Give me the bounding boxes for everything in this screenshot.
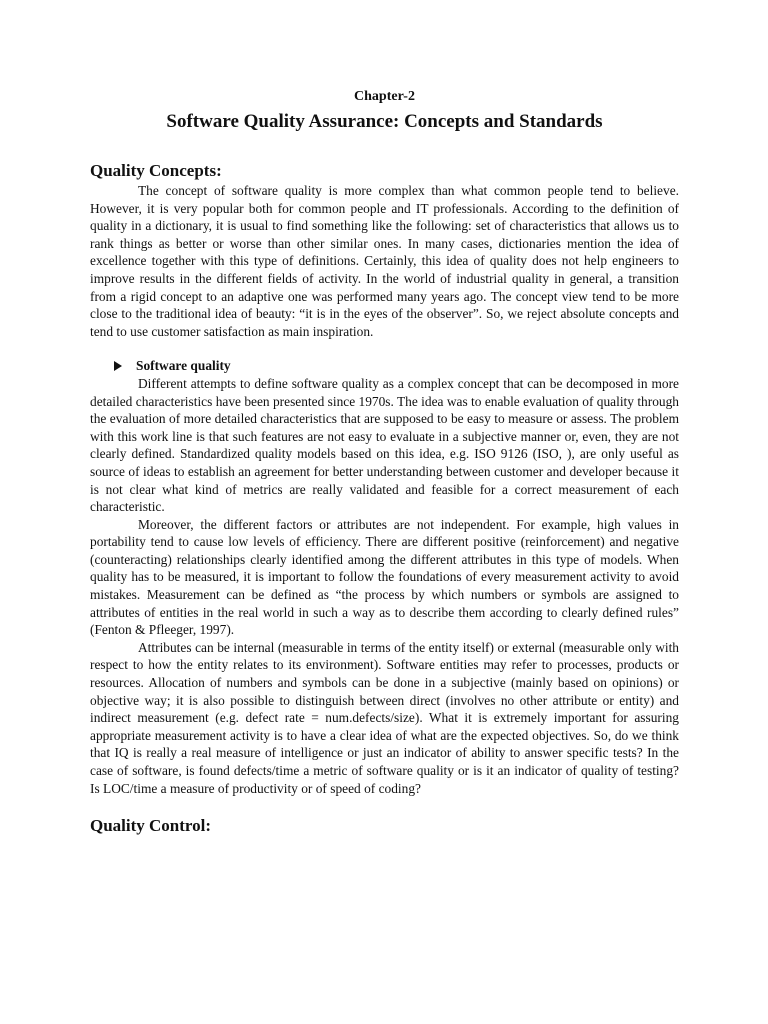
quality-concepts-heading: Quality Concepts: bbox=[90, 161, 222, 180]
quality-control-heading: Quality Control: bbox=[90, 816, 212, 836]
section-spacer bbox=[90, 340, 679, 357]
quality-concepts-paragraph: The concept of software quality is more complex than what common people tend to believe. However, it is very popular both for common people and IT professionals. According to the definition of quality in a dictionary, it is usual to find something like the following: set of characteristics that allows us to rank things as better or worse than other similar ones. In many cases, dictionaries mention the idea of excellence together with this type of definitions. Certainly, this idea of quality does not help engineers to improve results in the different fields of activity. In the world of industrial quality in general, a transition from a rigid concept to an adaptive one was performed many years ago. The concept view tend to be more close to the traditional idea of beauty: “it is in the eyes of the observer”. So, we reject absolute concepts and tend to use customer satisfaction as main inspiration. bbox=[90, 183, 679, 339]
document-title: Software Quality Assurance: Concepts and Standards bbox=[166, 111, 603, 132]
software-quality-paragraph-2: Moreover, the different factors or attributes are not independent. For example, high values in portability tend to cause low levels of efficiency. There are different positive (reinforcement) and negative (counteracting) relationships clearly identified among the different attributes in this type of models. When quality has to be measured, it is important to follow the foundations of every measurement activity to avoid mistakes. Measurement can be defined as “the process by which numbers or symbols are assigned to attributes of entities in the real world in such a way as to describe them according to clearly defined rules” (Fenton & Pfleeger, 1997). bbox=[90, 516, 679, 638]
software-quality-bullet bbox=[114, 357, 679, 375]
chapter-label: Chapter-2 bbox=[354, 89, 415, 104]
arrow-bullet-icon bbox=[114, 361, 122, 371]
software-quality-label: Software quality bbox=[136, 358, 231, 374]
document-page bbox=[90, 88, 679, 837]
software-quality-paragraph-3: Attributes can be internal (measurable in terms of the entity itself) or external (measurable only with respect to how the entity relates to its environment). Software entities may refer to processes, products or resources. Allocation of numbers and symbols can be done in a subjective (mainly based on opinions) or objective way; it is also possible to distinguish between direct (involves no other attribute or entity) and indirect measurement (e.g. defect rate = num.defects/size). What it is extremely important for assuring appropriate measurement activity is to have a clear idea of what are the expected objectives. So, do we think that IQ is really a real measure of intelligence or just an indicator of ability to answer specific tests? In the case of software, is found defects/time a metric of software quality or is it an indicator of quality of testing? Is LOC/time a measure of productivity or of speed of coding? bbox=[90, 639, 679, 796]
software-quality-paragraph-1: Different attempts to define software quality as a complex concept that can be decomposed in more detailed characteristics have been presented since 1970s. The idea was to enable evaluation of quality through the evaluation of more detailed characteristics that are supposed to be easy to measure or assess. The problem with this work line is that such features are not easy to evaluate in a subjective manner or, even, they are not clearly defined. Standardized quality models based on this idea, e.g. ISO 9126 (ISO, ), are only useful as source of ideas to establish an agreement for better understanding between customer and developer because it is not clear what kind of metrics are really validated and feasible for a correct measurement of each characteristic. bbox=[90, 375, 679, 515]
